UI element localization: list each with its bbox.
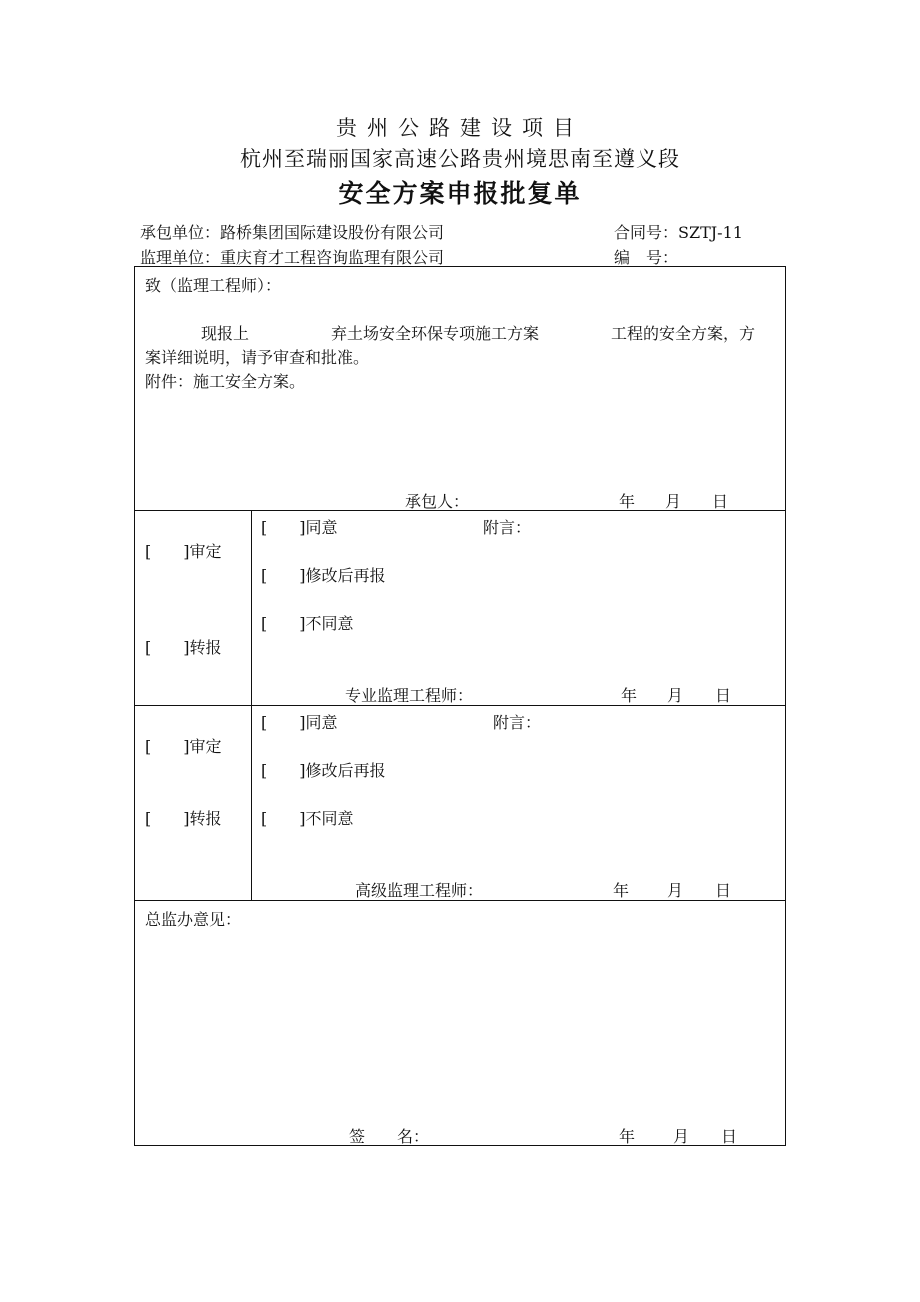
review-option: [ ]审定 bbox=[145, 737, 222, 756]
date-day: 日 bbox=[715, 686, 732, 705]
date-year: 年 bbox=[613, 881, 630, 900]
date-year: 年 bbox=[619, 1127, 636, 1146]
attachment-note: 附件：施工安全方案。 bbox=[145, 372, 306, 391]
contractor-signature-label: 承包人： bbox=[405, 492, 470, 511]
report-prefix: 现报上 bbox=[201, 324, 250, 343]
chief-opinion-label: 总监办意见： bbox=[145, 910, 242, 929]
serial-number-label: 编 号： bbox=[614, 248, 679, 267]
project-heading: 贵州公路建设项目 bbox=[336, 116, 584, 140]
disagree-option: [ ]不同意 bbox=[261, 809, 354, 828]
forward-option: [ ]转报 bbox=[145, 809, 222, 828]
forward-option: [ ]转报 bbox=[145, 638, 222, 657]
date-day: 日 bbox=[721, 1127, 738, 1146]
contractor-unit: 承包单位：路桥集团国际建设股份有限公司 bbox=[140, 223, 445, 242]
engineer-signature-label: 专业监理工程师： bbox=[345, 686, 474, 705]
date-day: 日 bbox=[715, 881, 732, 900]
report-line-2: 案详细说明，请予审查和批准。 bbox=[145, 348, 370, 367]
date-year: 年 bbox=[619, 492, 636, 511]
revise-option: [ ]修改后再报 bbox=[261, 761, 386, 780]
remarks-label: 附言： bbox=[493, 713, 542, 732]
remarks-label: 附言： bbox=[483, 518, 532, 537]
project-name: 弃土场安全环保专项施工方案 bbox=[331, 324, 540, 343]
review-option: [ ]审定 bbox=[145, 542, 222, 561]
agree-option: [ ]同意 bbox=[261, 713, 338, 732]
form-title: 安全方案申报批复单 bbox=[338, 179, 582, 208]
agree-option: [ ]同意 bbox=[261, 518, 338, 537]
report-suffix: 工程的安全方案，方 bbox=[611, 324, 756, 343]
contract-number: 合同号：SZTJ-11 bbox=[614, 223, 743, 242]
revise-option: [ ]修改后再报 bbox=[261, 566, 386, 585]
date-month: 月 bbox=[673, 1127, 690, 1146]
date-month: 月 bbox=[667, 881, 684, 900]
date-day: 日 bbox=[712, 492, 729, 511]
approval-form-table bbox=[134, 266, 786, 1146]
date-year: 年 bbox=[621, 686, 638, 705]
column-divider bbox=[251, 510, 252, 900]
signature-label: 签 名： bbox=[349, 1127, 430, 1146]
supervisor-unit: 监理单位：重庆育才工程咨询监理有限公司 bbox=[140, 248, 445, 267]
senior-engineer-signature-label: 高级监理工程师： bbox=[355, 881, 484, 900]
date-month: 月 bbox=[667, 686, 684, 705]
date-month: 月 bbox=[665, 492, 682, 511]
disagree-option: [ ]不同意 bbox=[261, 614, 354, 633]
addressee: 致（监理工程师）： bbox=[145, 276, 282, 295]
route-heading: 杭州至瑞丽国家高速公路贵州境思南至遵义段 bbox=[240, 147, 680, 171]
